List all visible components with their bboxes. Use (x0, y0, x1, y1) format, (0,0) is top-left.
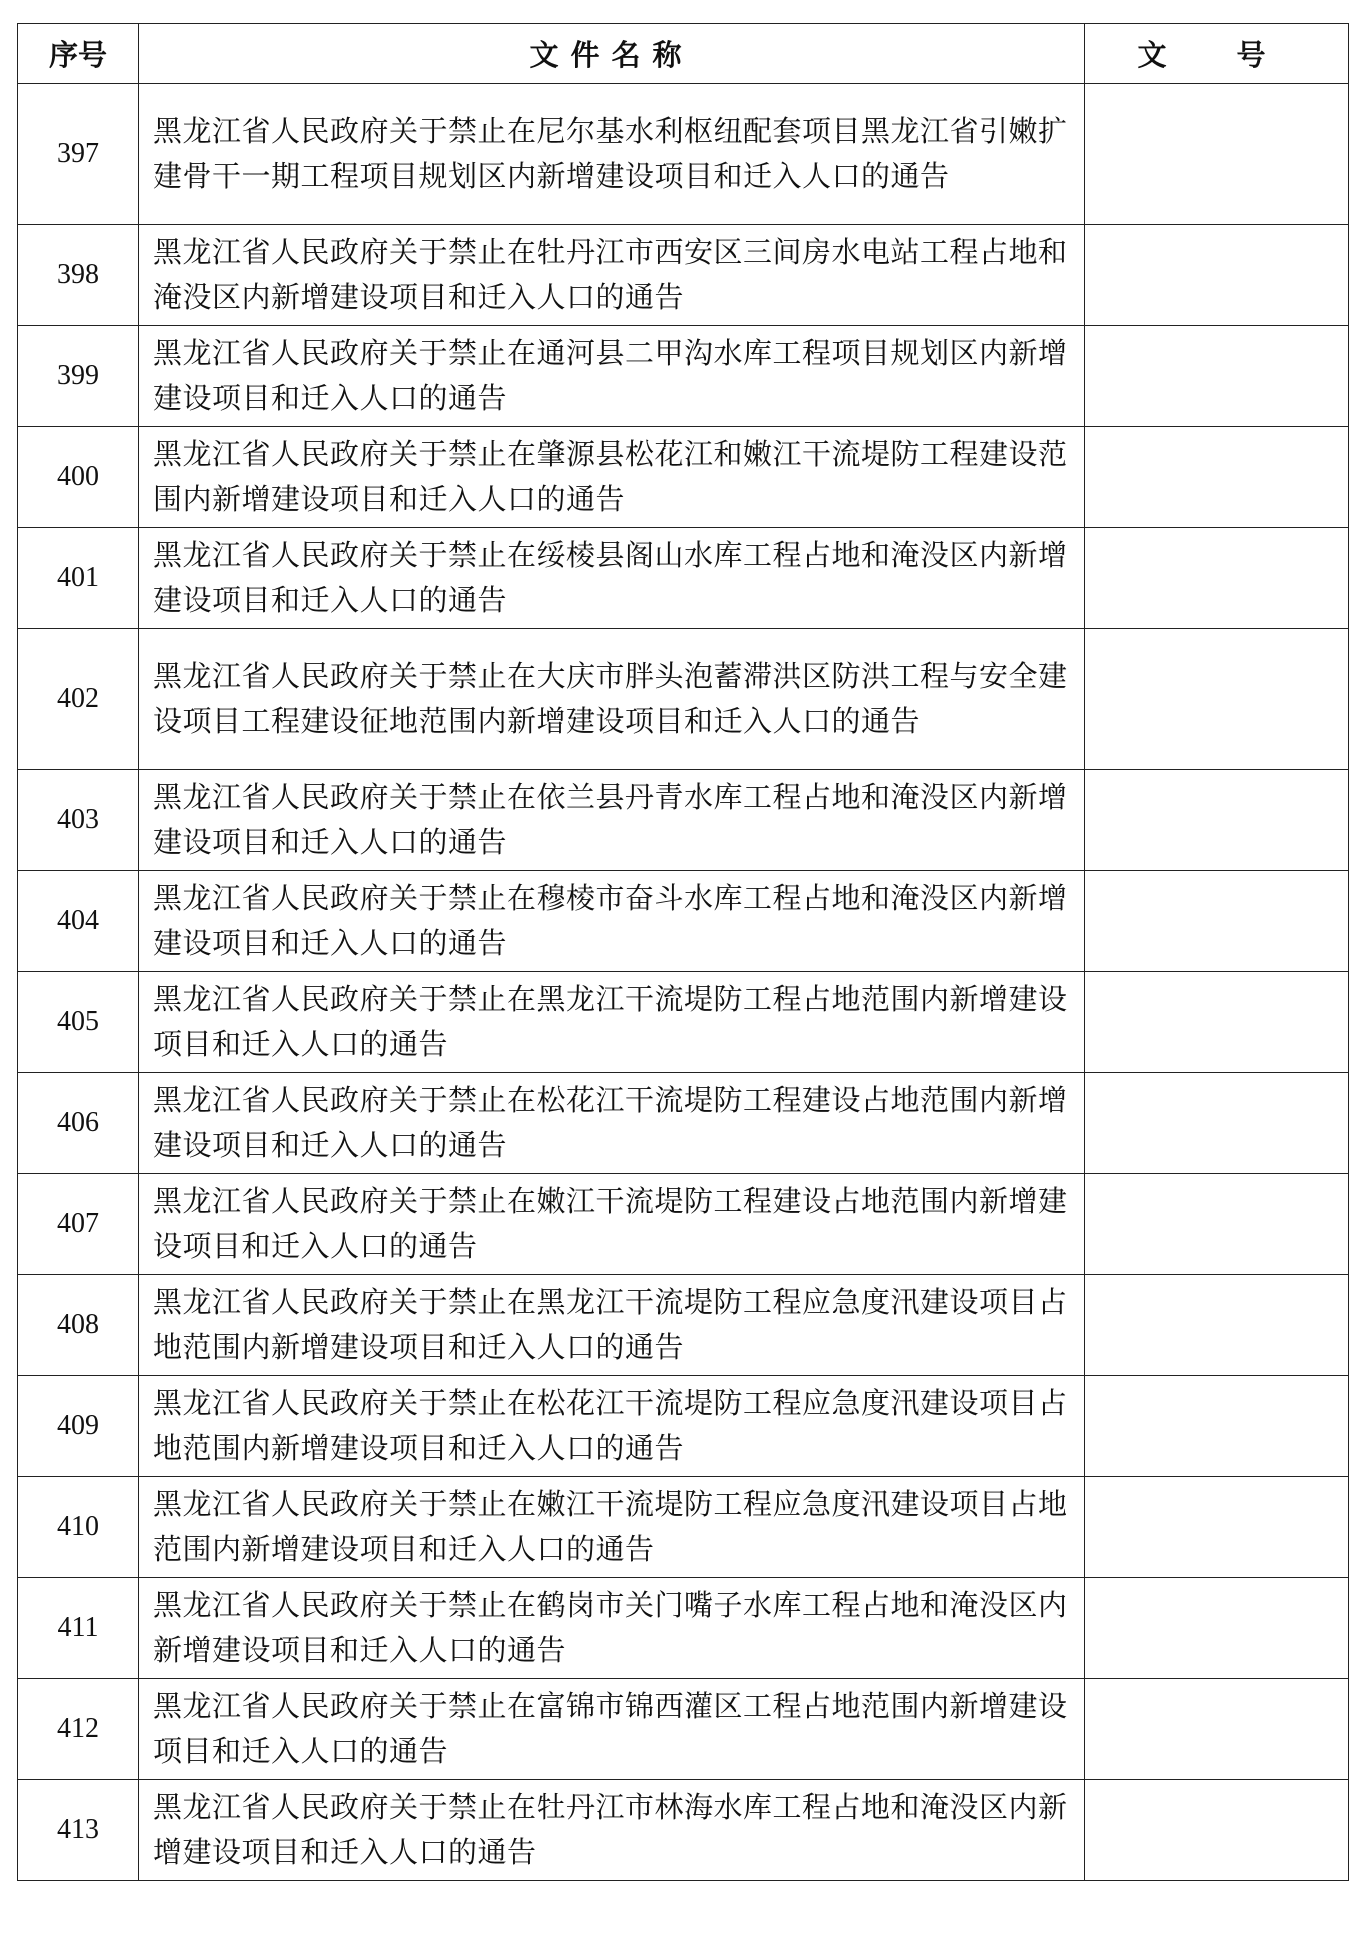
row-seq-number: 412 (18, 1679, 139, 1780)
table-row (18, 770, 1349, 871)
table-row (18, 1780, 1349, 1881)
header-seq: 序号 (18, 24, 139, 84)
header-docno: 文 号 (1085, 24, 1349, 84)
row-document-name: 黑龙江省人民政府关于禁止在嫩江干流堤防工程应急度汛建设项目占地范围内新增建设项目和迁入人口的通告 (139, 1477, 1085, 1578)
row-document-number (1085, 1376, 1349, 1477)
table-row (18, 225, 1349, 326)
table-header (18, 24, 1349, 84)
row-document-number (1085, 427, 1349, 528)
table-row (18, 1477, 1349, 1578)
row-seq-number: 405 (18, 972, 139, 1073)
row-document-number (1085, 1477, 1349, 1578)
row-document-number (1085, 1679, 1349, 1780)
table-row (18, 1578, 1349, 1679)
row-seq-number: 399 (18, 326, 139, 427)
row-document-number (1085, 1174, 1349, 1275)
row-document-name: 黑龙江省人民政府关于禁止在牡丹江市西安区三间房水电站工程占地和淹没区内新增建设项目和迁入人口的通告 (139, 225, 1085, 326)
row-document-name: 黑龙江省人民政府关于禁止在鹤岗市关门嘴子水库工程占地和淹没区内新增建设项目和迁入人口的通告 (139, 1578, 1085, 1679)
row-seq-number: 413 (18, 1780, 139, 1881)
row-seq-number: 401 (18, 528, 139, 629)
row-document-name: 黑龙江省人民政府关于禁止在绥棱县阁山水库工程占地和淹没区内新增建设项目和迁入人口的通告 (139, 528, 1085, 629)
header-name: 文件名称 (139, 24, 1085, 84)
row-document-number (1085, 972, 1349, 1073)
row-document-name: 黑龙江省人民政府关于禁止在穆棱市奋斗水库工程占地和淹没区内新增建设项目和迁入人口的通告 (139, 871, 1085, 972)
row-seq-number: 408 (18, 1275, 139, 1376)
row-document-number (1085, 528, 1349, 629)
row-document-number (1085, 1275, 1349, 1376)
row-document-name: 黑龙江省人民政府关于禁止在尼尔基水利枢纽配套项目黑龙江省引嫩扩建骨干一期工程项目规划区内新增建设项目和迁入人口的通告 (139, 84, 1085, 225)
row-document-name: 黑龙江省人民政府关于禁止在肇源县松花江和嫩江干流堤防工程建设范围内新增建设项目和迁入人口的通告 (139, 427, 1085, 528)
row-document-number (1085, 1578, 1349, 1679)
row-document-number (1085, 770, 1349, 871)
row-seq-number: 411 (18, 1578, 139, 1679)
row-document-name: 黑龙江省人民政府关于禁止在依兰县丹青水库工程占地和淹没区内新增建设项目和迁入人口的通告 (139, 770, 1085, 871)
row-document-number (1085, 225, 1349, 326)
row-seq-number: 397 (18, 84, 139, 225)
table-row (18, 1174, 1349, 1275)
row-document-number (1085, 1073, 1349, 1174)
row-document-name: 黑龙江省人民政府关于禁止在黑龙江干流堤防工程占地范围内新增建设项目和迁入人口的通告 (139, 972, 1085, 1073)
row-seq-number: 404 (18, 871, 139, 972)
row-document-number (1085, 84, 1349, 225)
row-seq-number: 410 (18, 1477, 139, 1578)
row-document-name: 黑龙江省人民政府关于禁止在嫩江干流堤防工程建设占地范围内新增建设项目和迁入人口的通告 (139, 1174, 1085, 1275)
table-body (18, 84, 1349, 1881)
header-row (18, 24, 1349, 84)
row-document-name: 黑龙江省人民政府关于禁止在大庆市胖头泡蓄滞洪区防洪工程与安全建设项目工程建设征地范围内新增建设项目和迁入人口的通告 (139, 629, 1085, 770)
row-document-name: 黑龙江省人民政府关于禁止在通河县二甲沟水库工程项目规划区内新增建设项目和迁入人口的通告 (139, 326, 1085, 427)
row-document-number (1085, 1780, 1349, 1881)
table-row (18, 972, 1349, 1073)
document-table (17, 23, 1349, 1881)
row-document-name: 黑龙江省人民政府关于禁止在黑龙江干流堤防工程应急度汛建设项目占地范围内新增建设项目和迁入人口的通告 (139, 1275, 1085, 1376)
table-row (18, 1073, 1349, 1174)
table-row (18, 1275, 1349, 1376)
table-row (18, 1376, 1349, 1477)
table-row (18, 84, 1349, 225)
row-document-number (1085, 629, 1349, 770)
row-document-number (1085, 871, 1349, 972)
table-row (18, 1679, 1349, 1780)
row-document-name: 黑龙江省人民政府关于禁止在牡丹江市林海水库工程占地和淹没区内新增建设项目和迁入人口的通告 (139, 1780, 1085, 1881)
table-row (18, 528, 1349, 629)
row-seq-number: 398 (18, 225, 139, 326)
table-row (18, 871, 1349, 972)
row-document-name: 黑龙江省人民政府关于禁止在富锦市锦西灌区工程占地范围内新增建设项目和迁入人口的通告 (139, 1679, 1085, 1780)
row-seq-number: 400 (18, 427, 139, 528)
row-seq-number: 409 (18, 1376, 139, 1477)
table-row (18, 326, 1349, 427)
row-seq-number: 406 (18, 1073, 139, 1174)
row-document-name: 黑龙江省人民政府关于禁止在松花江干流堤防工程应急度汛建设项目占地范围内新增建设项目和迁入人口的通告 (139, 1376, 1085, 1477)
table-row (18, 427, 1349, 528)
row-seq-number: 403 (18, 770, 139, 871)
row-seq-number: 402 (18, 629, 139, 770)
row-document-number (1085, 326, 1349, 427)
table-row (18, 629, 1349, 770)
row-seq-number: 407 (18, 1174, 139, 1275)
row-document-name: 黑龙江省人民政府关于禁止在松花江干流堤防工程建设占地范围内新增建设项目和迁入人口的通告 (139, 1073, 1085, 1174)
